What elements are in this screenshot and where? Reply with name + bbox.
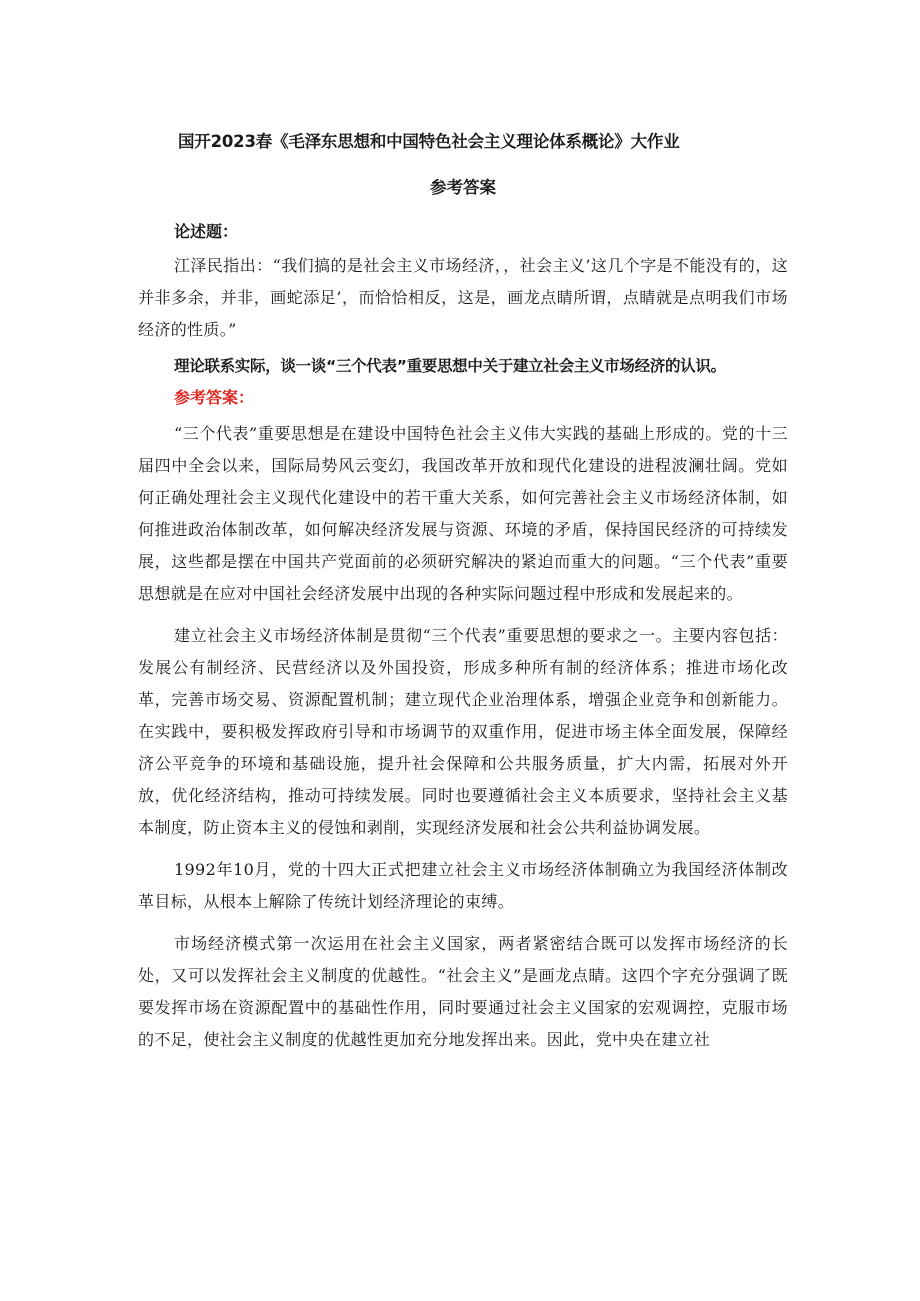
body-paragraph-1: “三个代表”重要思想是在建设中国特色社会主义伟大实践的基础上形成的。党的十三届四中全会以来，国际局势风云变幻，我国改革开放和现代化建设的进程波澜壮阔。党如何正确处理社会主义现代化建设中的若干重大关系，如何完善社会主义市场经济体制，如何推进政治体制改革，如何解决经济发展与资源、环境的矛盾，保持国民经济的可持续发展，这些都是摆在中国共产党面前的必须研究解决的紧迫而重大的问题。“三个代表”重要思想就是在应对中国社会经济发展中出现的各种实际问题过程中形成和发展起来的。 xyxy=(138,424,788,603)
quote-paragraph: 江泽民指出：“我们搞的是社会主义市场经济，，社会主义’这几个字是不能没有的，这并非多余，并非，画蛇添足’，而恰恰相反，这是，画龙点睛所谓，点睛就是点明我们市场经济的性质。” xyxy=(138,256,788,339)
question-text: 理论联系实际，谈一谈“三个代表”重要思想中关于建立社会主义市场经济的认识。 xyxy=(174,357,726,375)
document-subtitle: 参考答案 xyxy=(430,178,496,197)
answer-label: 参考答案： xyxy=(174,388,255,407)
section-label: 论述题： xyxy=(174,222,239,241)
document-page xyxy=(138,118,788,1056)
document-title: 国开2023春《毛泽东思想和中国特色社会主义理论体系概论》大作业 xyxy=(178,132,680,151)
body-paragraph-3: 1992年10月，党的十四大正式把建立社会主义市场经济体制确立为我国经济体制改革目标，从根本上解除了传统计划经济理论的束缚。 xyxy=(138,860,788,911)
body-paragraph-2: 建立社会主义市场经济体制是贯彻“三个代表”重要思想的要求之一。主要内容包括：发展公有制经济、民营经济以及外国投资，形成多种所有制的经济体系；推进市场化改革，完善市场交易、资源配置机制；建立现代企业治理体系，增强企业竞争和创新能力。在实践中，要积极发挥政府引导和市场调节的双重作用，促进市场主体全面发展，保障经济公平竞争的环境和基础设施，提升社会保障和公共服务质量，扩大内需，拓展对外开放，优化经济结构，推动可持续发展。同时也要遵循社会主义本质要求，坚持社会主义基本制度，防止资本主义的侵蚀和剥削，实现经济发展和社会公共利益协调发展。 xyxy=(138,626,788,837)
body-paragraph-4: 市场经济模式第一次运用在社会主义国家，两者紧密结合既可以发挥市场经济的长处，又可以发挥社会主义制度的优越性。“社会主义”是画龙点睛。这四个字充分强调了既要发挥市场在资源配置中的基础性作用，同时要通过社会主义国家的宏观调控，克服市场的不足，使社会主义制度的优越性更加充分地发挥出来。因此，党中央在建立社 xyxy=(138,934,788,1049)
